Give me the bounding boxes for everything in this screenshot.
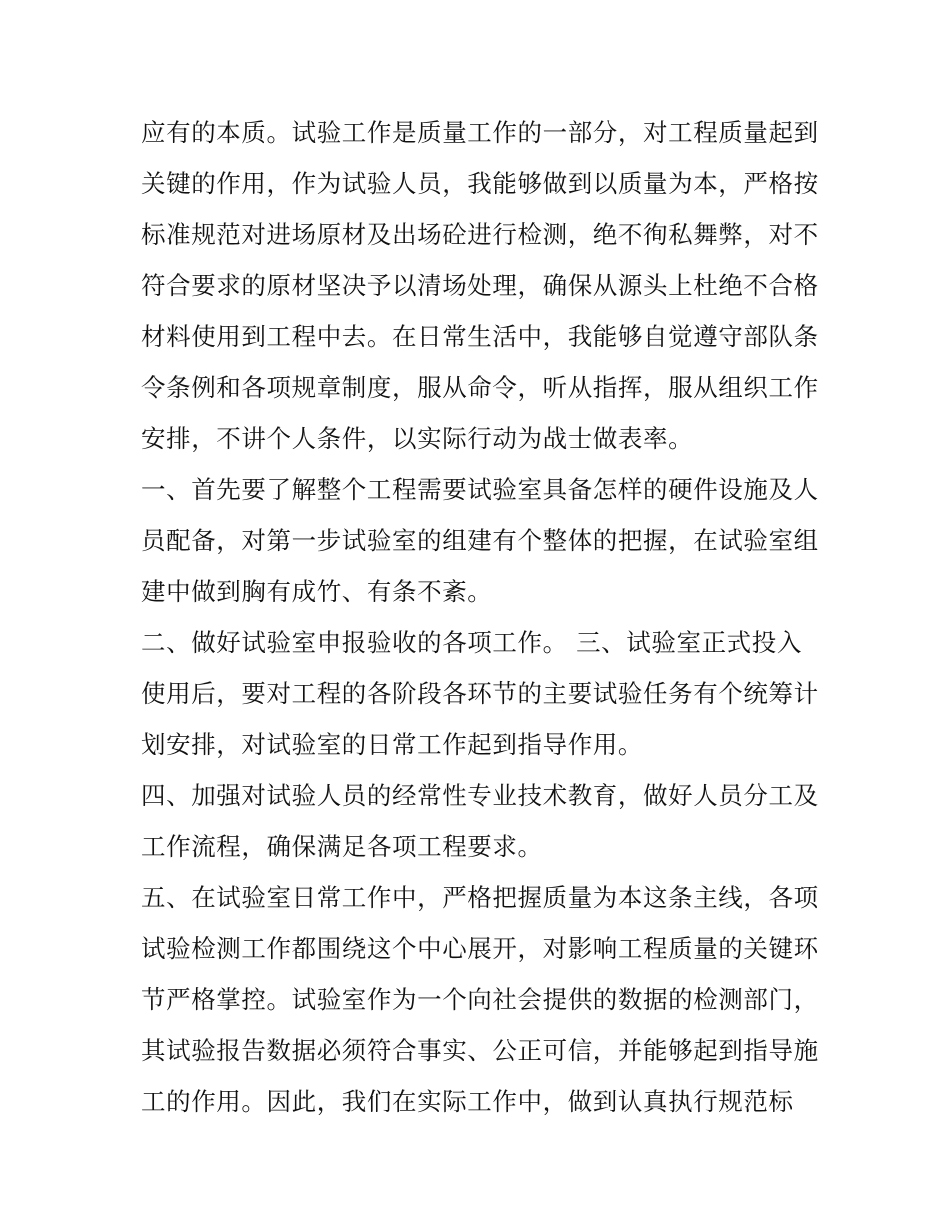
text-line: 关键的作用，作为试验人员，我能够做到以质量为本，严格按 bbox=[141, 169, 819, 198]
text-line: 令条例和各项规章制度，服从命令，听从指挥，服从组织工作 bbox=[141, 373, 819, 402]
text-line: 四、加强对试验人员的经常性专业技术教育，做好人员分工及 bbox=[141, 781, 819, 810]
text-line: 应有的本质。试验工作是质量工作的一部分，对工程质量起到 bbox=[141, 118, 819, 147]
text-line: 员配备，对第一步试验室的组建有个整体的把握，在试验室组 bbox=[141, 526, 819, 555]
text-line: 其试验报告数据必须符合事实、公正可信，并能够起到指导施 bbox=[141, 1036, 819, 1065]
text-line: 工作流程，确保满足各项工程要求。 bbox=[141, 832, 543, 861]
text-line: 使用后，要对工程的各阶段各环节的主要试验任务有个统筹计 bbox=[141, 679, 819, 708]
text-line: 五、在试验室日常工作中，严格把握质量为本这条主线，各项 bbox=[141, 883, 819, 912]
text-line: 划安排，对试验室的日常工作起到指导作用。 bbox=[141, 730, 643, 759]
text-line: 一、首先要了解整个工程需要试验室具备怎样的硬件设施及人 bbox=[141, 475, 819, 504]
body-text bbox=[141, 107, 821, 1127]
text-line: 节严格掌控。试验室作为一个向社会提供的数据的检测部门， bbox=[141, 985, 819, 1014]
text-line: 建中做到胸有成竹、有条不紊。 bbox=[141, 577, 493, 606]
text-line: 符合要求的原材坚决予以清场处理，确保从源头上杜绝不合格 bbox=[141, 271, 819, 300]
text-line: 二、做好试验室申报验收的各项工作。 三、试验室正式投入 bbox=[141, 628, 802, 657]
text-line: 安排，不讲个人条件，以实际行动为战士做表率。 bbox=[141, 424, 694, 453]
text-line: 试验检测工作都围绕这个中心展开，对影响工程质量的关键环 bbox=[141, 934, 819, 963]
text-line: 工的作用。因此，我们在实际工作中，做到认真执行规范标 bbox=[141, 1087, 794, 1116]
text-line: 材料使用到工程中去。在日常生活中，我能够自觉遵守部队条 bbox=[141, 322, 819, 351]
text-line: 标准规范对进场原材及出场砼进行检测，绝不徇私舞弊，对不 bbox=[141, 220, 819, 249]
